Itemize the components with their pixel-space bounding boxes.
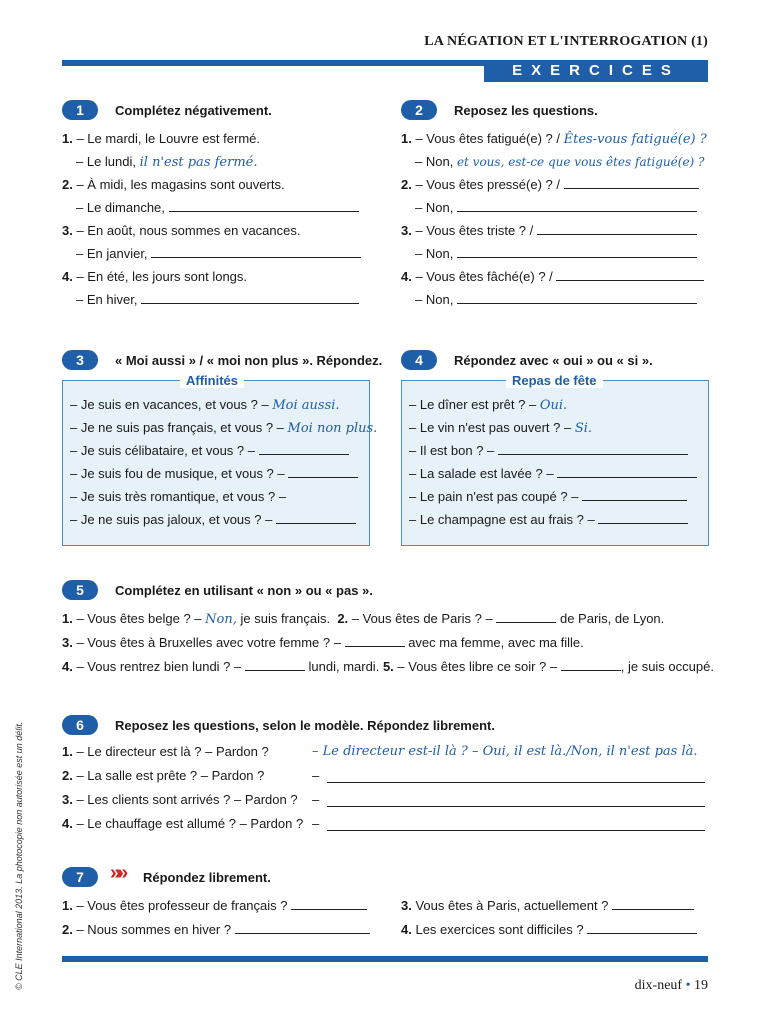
item-number: 1. <box>62 131 73 146</box>
prompt-text: – Je suis célibataire, et vous ? – <box>70 443 255 458</box>
exercise-number: 2 <box>401 100 437 120</box>
handwritten-answer: – Le directeur est-il là ? – Oui, il est là./Non, il n'est pas là. <box>312 744 698 759</box>
item-number: 4. <box>62 816 73 831</box>
item-number: 2. <box>62 922 73 937</box>
answer-blank[interactable] <box>582 488 687 501</box>
prompt-text: – Non, <box>415 292 454 307</box>
item-number: 2. <box>62 768 73 783</box>
answer-blank[interactable] <box>457 291 697 304</box>
box-title: Affinités <box>180 373 244 388</box>
exercise-instruction: Reposez les questions. <box>454 103 598 118</box>
item-number: 2. <box>62 177 73 192</box>
prompt-text: – En janvier, <box>76 246 148 261</box>
exercices-banner: EXERCICES <box>484 60 708 82</box>
prompt-text: – Vous êtes belge ? – <box>76 611 202 626</box>
handwritten-answer: Non, <box>205 612 237 627</box>
answer-blank[interactable] <box>259 442 349 455</box>
exercise-3-lines <box>70 396 377 529</box>
exercise-number: 7 <box>62 867 98 887</box>
exercise-instruction: Complétez en utilisant « non » ou « pas ». <box>115 583 373 598</box>
handwritten-answer: et vous, est-ce que vous êtes fatigué(e) ? <box>456 155 705 169</box>
prompt-text: je suis français. <box>240 611 331 626</box>
box-title: Repas de fête <box>506 373 603 388</box>
answer-blank[interactable] <box>612 897 694 910</box>
prompt-text: – Vous êtes pressé(e) ? / <box>415 177 560 192</box>
prompt-text: lundi, mardi. <box>308 659 380 674</box>
item-number: 4. <box>62 659 73 674</box>
prompt-text: – La salle est prête ? – Pardon ? <box>76 768 265 783</box>
answer-blank[interactable] <box>245 658 305 671</box>
exercise-number: 4 <box>401 350 437 370</box>
prompt-text: – Nous sommes en hiver ? <box>76 922 232 937</box>
dash: – <box>312 816 320 831</box>
prompt-text: – Vous êtes à Bruxelles avec votre femme ? – <box>76 635 341 650</box>
prompt-text: – À midi, les magasins sont ouverts. <box>76 177 285 192</box>
prompt-text: – Vous êtes professeur de français ? <box>76 898 288 913</box>
chapter-title: LA NÉGATION ET L'INTERROGATION (1) <box>424 34 708 49</box>
item-number: 4. <box>401 922 412 937</box>
exercise-6-lines <box>62 743 712 833</box>
prompt-text: – Vous êtes fâché(e) ? / <box>415 269 553 284</box>
answer-blank[interactable] <box>327 770 705 783</box>
answer-blank[interactable] <box>141 291 359 304</box>
prompt-text: avec ma femme, avec ma fille. <box>408 635 584 650</box>
exercise-number: 5 <box>62 580 98 600</box>
dash: – <box>312 792 320 807</box>
item-number: 2. <box>337 611 349 626</box>
prompt-text: – Vous êtes fatigué(e) ? / <box>415 131 561 146</box>
prompt-text: – Je ne suis pas français, et vous ? – <box>70 420 284 435</box>
prompt-text: – Vous êtes de Paris ? – <box>351 611 493 626</box>
prompt-text: Vous êtes à Paris, actuellement ? <box>415 898 609 913</box>
item-number: 5. <box>382 659 394 674</box>
answer-blank[interactable] <box>598 511 688 524</box>
exercise-number: 3 <box>62 350 98 370</box>
item-number: 4. <box>62 269 73 284</box>
prompt-text: – En été, les jours sont longs. <box>76 269 248 284</box>
exercise-instruction: Répondez avec « oui » ou « si ». <box>454 353 653 368</box>
arrow-glyph: » <box>117 862 125 884</box>
prompt-text: – Je suis très romantique, et vous ? – <box>70 489 287 504</box>
handwritten-answer: il n'est pas fermé. <box>139 155 258 170</box>
item-number: 1. <box>62 611 73 626</box>
exercise-instruction: Complétez négativement. <box>115 103 272 118</box>
prompt-text: – Le dimanche, <box>76 200 165 215</box>
prompt-text: – Vous rentrez bien lundi ? – <box>76 659 242 674</box>
answer-blank[interactable] <box>557 465 697 478</box>
prompt-text: – Non, <box>415 200 454 215</box>
item-number: 1. <box>62 898 73 913</box>
prompt-text: – Vous êtes triste ? / <box>415 223 534 238</box>
answer-blank[interactable] <box>537 222 697 235</box>
answer-blank[interactable] <box>235 921 370 934</box>
exercise-5-lines <box>62 610 714 676</box>
answer-blank[interactable] <box>345 634 405 647</box>
prompt-text: – Le vin n'est pas ouvert ? – <box>409 420 572 435</box>
prompt-text: , je suis occupé. <box>620 659 714 674</box>
prompt-text: – Le chauffage est allumé ? – Pardon ? <box>76 816 304 831</box>
answer-blank[interactable] <box>151 245 361 258</box>
prompt-text: – Le mardi, le Louvre est fermé. <box>76 131 260 146</box>
answer-blank[interactable] <box>327 794 705 807</box>
prompt-text: – Je suis en vacances, et vous ? – <box>70 397 269 412</box>
answer-blank[interactable] <box>556 268 704 281</box>
prompt-text: – Non, <box>415 246 454 261</box>
page-word: dix-neuf <box>634 978 683 993</box>
exercise-7-left <box>62 897 370 939</box>
prompt-text: – Le lundi, <box>76 154 136 169</box>
handwritten-answer: Êtes-vous fatigué(e) ? <box>563 132 707 147</box>
prompt-text: – Non, <box>415 154 454 169</box>
answer-blank[interactable] <box>327 818 705 831</box>
prompt-text: – Vous êtes libre ce soir ? – <box>397 659 558 674</box>
prompt-text: – Le champagne est au frais ? – <box>409 512 595 527</box>
item-number: 2. <box>401 177 412 192</box>
exercise-number: 1 <box>62 100 98 120</box>
footer-dot: • <box>685 978 691 993</box>
item-number: 1. <box>401 131 412 146</box>
exercise-7-right <box>401 897 697 939</box>
answer-blank[interactable] <box>496 610 556 623</box>
prompt-text: – Le pain n'est pas coupé ? – <box>409 489 579 504</box>
exercise-instruction: Répondez librement. <box>143 870 271 885</box>
prompt-text: – En août, nous sommes en vacances. <box>76 223 301 238</box>
answer-blank[interactable] <box>561 658 621 671</box>
prompt-text: Les exercices sont difficiles ? <box>415 922 584 937</box>
arrow-glyph: » <box>110 862 118 884</box>
item-number: 4. <box>401 269 412 284</box>
answer-blank[interactable] <box>587 921 697 934</box>
answer-blank[interactable] <box>457 245 697 258</box>
page-number: 19 <box>694 978 708 993</box>
prompt-text: – Les clients sont arrivés ? – Pardon ? <box>76 792 298 807</box>
answer-blank[interactable] <box>291 897 367 910</box>
exercise-4-lines <box>409 396 697 529</box>
prompt-text: – Je ne suis pas jaloux, et vous ? – <box>70 512 273 527</box>
prompt-text: de Paris, de Lyon. <box>559 611 665 626</box>
answer-blank[interactable] <box>288 465 358 478</box>
exercise-instruction: « Moi aussi » / « moi non plus ». Répondez. <box>115 353 383 368</box>
prompt-text: – Il est bon ? – <box>409 443 495 458</box>
copyright-notice: © CLE International 2013. La photocopie non autorisée est un délit. <box>14 721 24 990</box>
page-footer <box>635 978 708 994</box>
exercise-2-lines <box>401 130 707 309</box>
item-number: 3. <box>401 223 412 238</box>
answer-blank[interactable] <box>169 199 359 212</box>
prompt-text: – Le directeur est là ? – Pardon ? <box>76 744 269 759</box>
exercise-instruction: Reposez les questions, selon le modèle. Répondez librement. <box>115 718 495 733</box>
prompt-text: – En hiver, <box>76 292 138 307</box>
answer-blank[interactable] <box>564 176 699 189</box>
item-number: 3. <box>62 223 73 238</box>
exercise-number: 6 <box>62 715 98 735</box>
double-arrow-icon <box>110 862 124 885</box>
prompt-text: – La salade est lavée ? – <box>409 466 554 481</box>
handwritten-answer: Moi aussi. <box>272 398 340 413</box>
handwritten-answer: Oui. <box>539 398 568 413</box>
answer-blank[interactable] <box>276 511 356 524</box>
exercise-1-lines <box>62 130 361 309</box>
item-number: 1. <box>62 744 73 759</box>
item-number: 3. <box>401 898 412 913</box>
item-number: 3. <box>62 792 73 807</box>
handwritten-answer: Moi non plus. <box>287 421 378 436</box>
item-number: 3. <box>62 635 73 650</box>
footer-band <box>62 956 708 962</box>
prompt-text: – Je suis fou de musique, et vous ? – <box>70 466 285 481</box>
dash: – <box>312 768 320 783</box>
handwritten-answer: Si. <box>574 421 593 436</box>
answer-blank[interactable] <box>498 442 688 455</box>
prompt-text: – Le dîner est prêt ? – <box>409 397 537 412</box>
answer-blank[interactable] <box>457 199 697 212</box>
